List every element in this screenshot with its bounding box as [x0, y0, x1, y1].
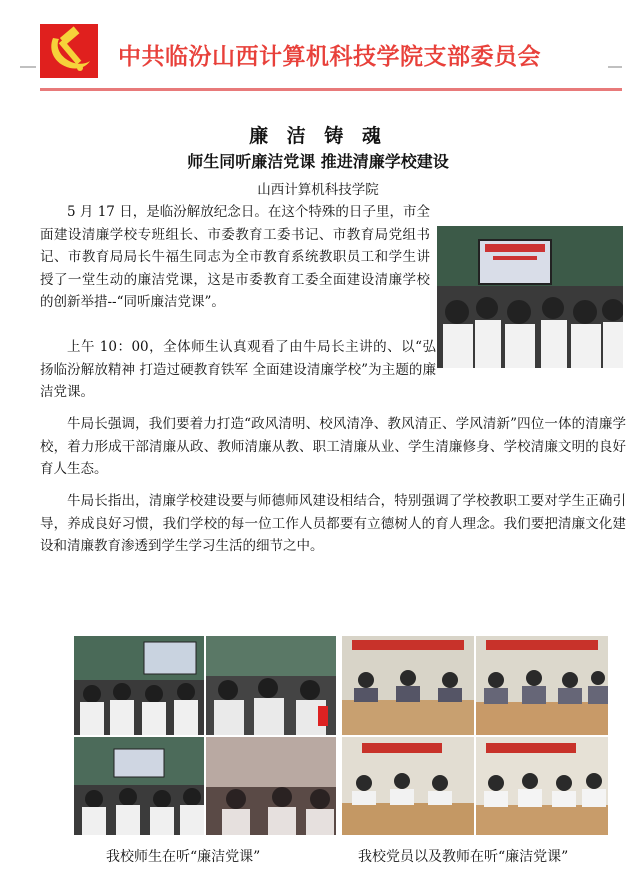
article-paragraph-3: 牛局长强调，我们要着力打造“政风清明、校风清净、教风清正、学风清新”四位一体的清廉学校，着力形成干部清廉从政、教师清廉从教、职工清廉从业、学生清廉修身、学校清廉文明的良好育人生态。	[40, 416, 626, 477]
article-paragraph-2: 上午 10：00，全体师生认真观看了由牛局长主讲的、以“弘扬临汾解放精神 打造过硬教育铁军 全面建设清廉学校”为主题的廉洁党课。	[40, 339, 436, 400]
paragraph-text: 5 月 17 日，是临汾解放纪念日。在这个特殊的日子里，市全面建设清廉学校专班组长、市委教育工委书记、市教育局党组书记、市教育局局长牛福生同志为全市教育系统教职员工和学生讲授了一堂生动的廉洁党课，这是市委教育工委全面建设清廉学校的创新举措--“同听廉洁党课”。	[40, 204, 430, 310]
staff-meeting-photo-4	[476, 737, 608, 835]
article-title: 廉 洁 铸 魂	[249, 125, 387, 147]
staff-meeting-photo-1	[342, 636, 474, 735]
staff-meeting-photo-2	[476, 636, 608, 735]
classroom-photo-4	[206, 737, 336, 835]
classroom-photo-3	[74, 737, 204, 835]
article-subtitle: 师生同听廉洁党课 推进清廉学校建设	[187, 152, 449, 171]
staff-meeting-photo-3	[342, 737, 474, 835]
classroom-photo-2	[206, 636, 336, 735]
photo-caption-staff: 我校党员以及教师在听“廉洁党课”	[358, 849, 569, 865]
photo-caption-students: 我校师生在听“廉洁党课”	[106, 849, 261, 865]
header-rule-right	[608, 66, 622, 68]
page-header	[0, 0, 636, 96]
header-rule-left	[20, 66, 36, 68]
classroom-photo-1	[74, 636, 204, 735]
organization-name: 中共临汾山西计算机科技学院支部委员会	[118, 44, 541, 70]
article-byline: 山西计算机科技学院	[257, 182, 379, 198]
party-emblem-icon	[40, 24, 98, 78]
classroom-lecture-photo	[437, 226, 623, 368]
article-paragraph-1	[40, 201, 430, 314]
header-divider	[40, 88, 622, 91]
article-paragraph-4: 牛局长指出，清廉学校建设要与师德师风建设相结合，特别强调了学校教职工要对学生正确引导，养成良好习惯，我们学校的每一位工作人员都要有立德树人的育人理念。我们要把清廉文化建设和清廉教育渗透到学生学习生活的细节之中。	[40, 493, 626, 554]
